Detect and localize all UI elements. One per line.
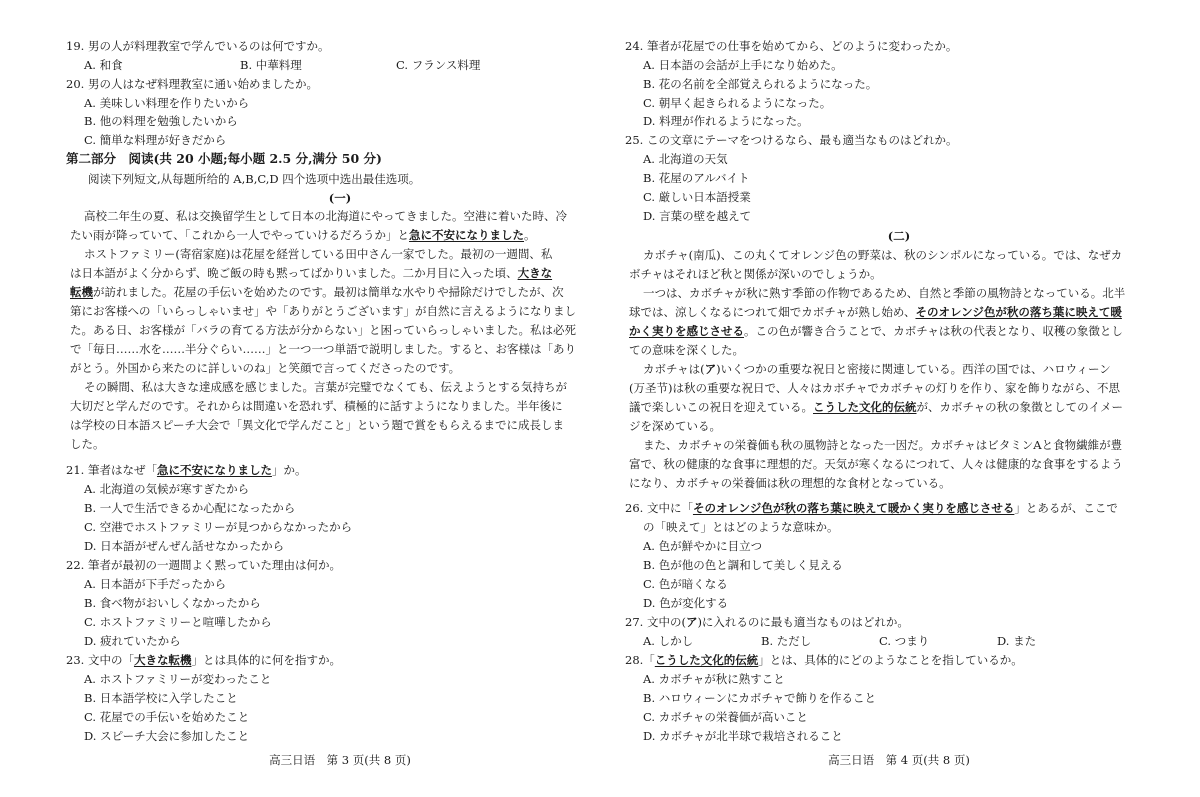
q24-option-a: A. 日本語の会話が上手になり始めた。 xyxy=(643,58,843,72)
p2-line-12: 富で、秋の健康的な食事に理想的だ。天気が寒くなるにつれて、人々は健康的な食事をするよう xyxy=(629,457,1123,471)
q19-option-a: A. 和食 xyxy=(84,58,123,72)
q26-stem: 26. 文中に「そのオレンジ色が秋の落ち葉に映えて暖かく実りを感じさせる」とあるが、ここで xyxy=(625,501,1118,515)
q21-stem: 21. 筆者はなぜ「急に不安になりました」か。 xyxy=(66,463,307,477)
underlined-phrase-3b: かく実りを感じさせる xyxy=(629,324,744,338)
underlined-phrase-1: 急に不安になりました xyxy=(409,228,525,242)
q25-option-a: A. 北海道の天気 xyxy=(643,152,728,166)
q19-stem: 19. 男の人が料理教室で学んでいるのは何ですか。 xyxy=(66,39,330,53)
q27-option-b: B. ただし xyxy=(761,634,812,648)
p2-line-8: (万圣节)は秋の重要な祝日で、人々はカボチャでカボチャの灯りを作り、家を飾りながら、不思 xyxy=(629,381,1121,395)
page-footer-right: 高三日语 第 4 页(共 8 页) xyxy=(828,753,970,767)
p1-line-11: 大切だと学んだのです。それからは間違いを恐れず、積極的に話すようになりました。半年後に xyxy=(70,399,563,413)
p2-line-10: ジを深めている。 xyxy=(629,419,721,433)
passage-1-title: (一) xyxy=(328,191,352,205)
reading-instruction: 阅读下列短文,从每题所给的 A,B,C,D 四个选项中选出最佳选项。 xyxy=(88,172,421,186)
q19-option-b: B. 中華料理 xyxy=(240,58,302,72)
q21-option-a: A. 北海道の気候が寒すぎたから xyxy=(84,482,250,496)
q22-option-d: D. 疲れていたから xyxy=(84,634,181,648)
p1-line-9: がとう。外国から来たのに詳しいのね」と笑顔で言ってくださったのです。 xyxy=(70,361,461,375)
q24-option-c: C. 朝早く起きられるようになった。 xyxy=(643,96,832,110)
q20-option-a: A. 美味しい料理を作りたいから xyxy=(84,96,250,110)
q27-option-d: D. また xyxy=(997,634,1037,648)
underlined-phrase-2a: 大きな xyxy=(517,266,553,280)
q27-stem: 27. 文中の(ア)に入れるのに最も適当なものはどれか。 xyxy=(625,615,909,629)
q26-option-b: B. 色が他の色と調和して美しく見える xyxy=(643,558,843,572)
q27-options xyxy=(643,633,1036,649)
q27-option-a: A. しかし xyxy=(643,634,694,648)
underlined-phrase-2b: 転機 xyxy=(70,285,93,299)
q20-option-b: B. 他の料理を勉強したいから xyxy=(84,114,238,128)
p1-line-7: た。ある日、お客様が「バラの育てる方法が分からない」と困っていらっしゃいました。私は必死 xyxy=(70,323,576,337)
p2-line-2: ボチャはそれほど秋と関係が深いのでしょうか。 xyxy=(629,267,882,281)
q25-option-b: B. 花屋のアルバイト xyxy=(643,171,750,185)
q28-option-d: D. カボチャが北半球で栽培されること xyxy=(643,729,843,743)
q23-option-a: A. ホストファミリーが変わったこと xyxy=(84,672,272,686)
q28-option-c: C. カボチャの栄養価が高いこと xyxy=(643,710,808,724)
q21-option-b: B. 一人で生活できるか心配になったから xyxy=(84,501,296,515)
q24-option-b: B. 花の名前を全部覚えられるようになった。 xyxy=(643,77,878,91)
q23-option-b: B. 日本語学校に入学したこと xyxy=(84,691,238,705)
q20-option-c: C. 簡単な料理が好きだから xyxy=(84,133,227,147)
p1-line-2: たい雨が降っていて、「これから一人でやっていけるだろうか」と急に不安になりました。 xyxy=(70,228,536,242)
q27-option-c: C. つまり xyxy=(879,634,930,648)
p1-line-3: ホストファミリー(寄宿家庭)は花屋を経営している田中さん一家でした。最初の一週間、私 xyxy=(84,247,553,261)
q28-option-b: B. ハロウィーンにカボチャで飾りを作ること xyxy=(643,691,876,705)
q28-option-a: A. カボチャが秋に熟すこと xyxy=(643,672,785,686)
p2-line-7: カボチャは(ア)いくつかの重要な祝日と密接に関連している。西洋の国では、ハロウィーン xyxy=(643,362,1111,376)
q20-stem: 20. 男の人はなぜ料理教室に通い始めましたか。 xyxy=(66,77,318,91)
q22-stem: 22. 筆者が最初の一週間よく黙っていた理由は何か。 xyxy=(66,558,341,572)
p2-line-6: ての意味を深くした。 xyxy=(629,343,744,357)
q21-option-d: D. 日本語がぜんぜん話せなかったから xyxy=(84,539,285,553)
q25-stem: 25. この文章にテーマをつけるなら、最も適当なものはどれか。 xyxy=(625,133,958,147)
q23-option-c: C. 花屋での手伝いを始めたこと xyxy=(84,710,250,724)
q25-option-d: D. 言葉の壁を越えて xyxy=(643,209,752,223)
p2-line-4: 球では、涼しくなるにつれて畑でカボチャが熟し始め、そのオレンジ色が秋の落ち葉に映えて暖 xyxy=(629,305,1122,319)
q24-stem: 24. 筆者が花屋での仕事を始めてから、どのように変わったか。 xyxy=(625,39,958,53)
p1-line-5: 転機が訪れました。花屋の手伝いを始めたのです。最初は簡単な水やりや掃除だけでしたが、次 xyxy=(70,285,564,299)
q21-option-c: C. 空港でホストファミリーが見つからなかったから xyxy=(84,520,353,534)
underlined-phrase-4: こうした文化的伝統 xyxy=(813,400,917,414)
p2-line-13: になり、カボチャの栄養価は秋の理想的な食材となっている。 xyxy=(629,476,951,490)
q26-option-d: D. 色が変化する xyxy=(643,596,729,610)
q23-option-d: D. スピーチ大会に参加したこと xyxy=(84,729,250,743)
q19-option-c: C. フランス料理 xyxy=(396,58,481,72)
q24-option-d: D. 料理が作れるようになった。 xyxy=(643,114,809,128)
q25-option-c: C. 厳しい日本語授業 xyxy=(643,190,751,204)
q22-option-b: B. 食べ物がおいしくなかったから xyxy=(84,596,261,610)
p2-line-5: かく実りを感じさせる。この色が響き合うことで、カボチャは秋の代表となり、収穫の象徴とし xyxy=(629,324,1123,338)
blank-marker-a: ア xyxy=(704,362,717,376)
p1-line-4: は日本語がよく分からず、晩ご飯の時も黙ってばかりいました。二か月目に入った頃、大きな xyxy=(70,266,553,280)
p2-line-11: また、カボチャの栄養価も秋の風物詩となった一因だ。カボチャはビタミンAと食物繊維が豊 xyxy=(643,438,1123,452)
p2-line-1: カボチャ(南瓜)、この丸くてオレンジ色の野菜は、秋のシンボルになっている。では、なぜカ xyxy=(643,248,1123,262)
p1-line-8: で「毎日……水を……半分ぐらい……」と一つ一つ単語で説明しました。すると、お客様は「あり xyxy=(70,342,576,356)
p1-line-6: 第にお客様への「いらっしゃいませ」や「ありがとうございます」が自然に言えるようになりまし xyxy=(70,304,576,318)
q22-option-c: C. ホストファミリーと喧嘩したから xyxy=(84,615,272,629)
q23-stem: 23. 文中の「大きな転機」とは具体的に何を指すか。 xyxy=(66,653,341,667)
passage-2-title: (二) xyxy=(887,229,911,243)
p2-line-3: 一つは、カボチャが秋に熟す季節の作物であるため、自然と季節の風物詩となっている。北半 xyxy=(643,286,1126,300)
p1-line-12: は学校の日本語スピーチ大会で「異文化で学んだこと」という題で賞をもらえるまでに成長しま xyxy=(70,418,565,432)
section-title: 第二部分 阅读(共 20 小题;每小题 2.5 分,满分 50 分) xyxy=(66,151,382,166)
q28-stem: 28.「こうした文化的伝統」とは、具体的にどのようなことを指しているか。 xyxy=(625,653,1023,667)
q19-options xyxy=(84,57,480,73)
q26-option-c: C. 色が暗くなる xyxy=(643,577,728,591)
p1-line-13: した。 xyxy=(70,437,105,451)
q26-stem-line-2: の「映えて」とはどのような意味か。 xyxy=(643,520,839,534)
page-footer-left: 高三日语 第 3 页(共 8 页) xyxy=(269,753,411,767)
q26-option-a: A. 色が鮮やかに目立つ xyxy=(643,539,763,553)
p1-line-10: その瞬間、私は大きな達成感を感じました。言葉が完璧でなくても、伝えようとする気持ちが xyxy=(84,380,567,394)
underlined-phrase-3a: そのオレンジ色が秋の落ち葉に映えて暖 xyxy=(915,305,1122,319)
p1-line-1: 高校二年生の夏、私は交換留学生として日本の北海道にやってきました。空港に着いた時、冷 xyxy=(84,209,567,223)
q22-option-a: A. 日本語が下手だったから xyxy=(84,577,227,591)
p2-line-9: 議で楽しいこの祝日を迎えている。こうした文化的伝統が、カボチャの秋の象徴としてのイメー xyxy=(629,400,1124,414)
